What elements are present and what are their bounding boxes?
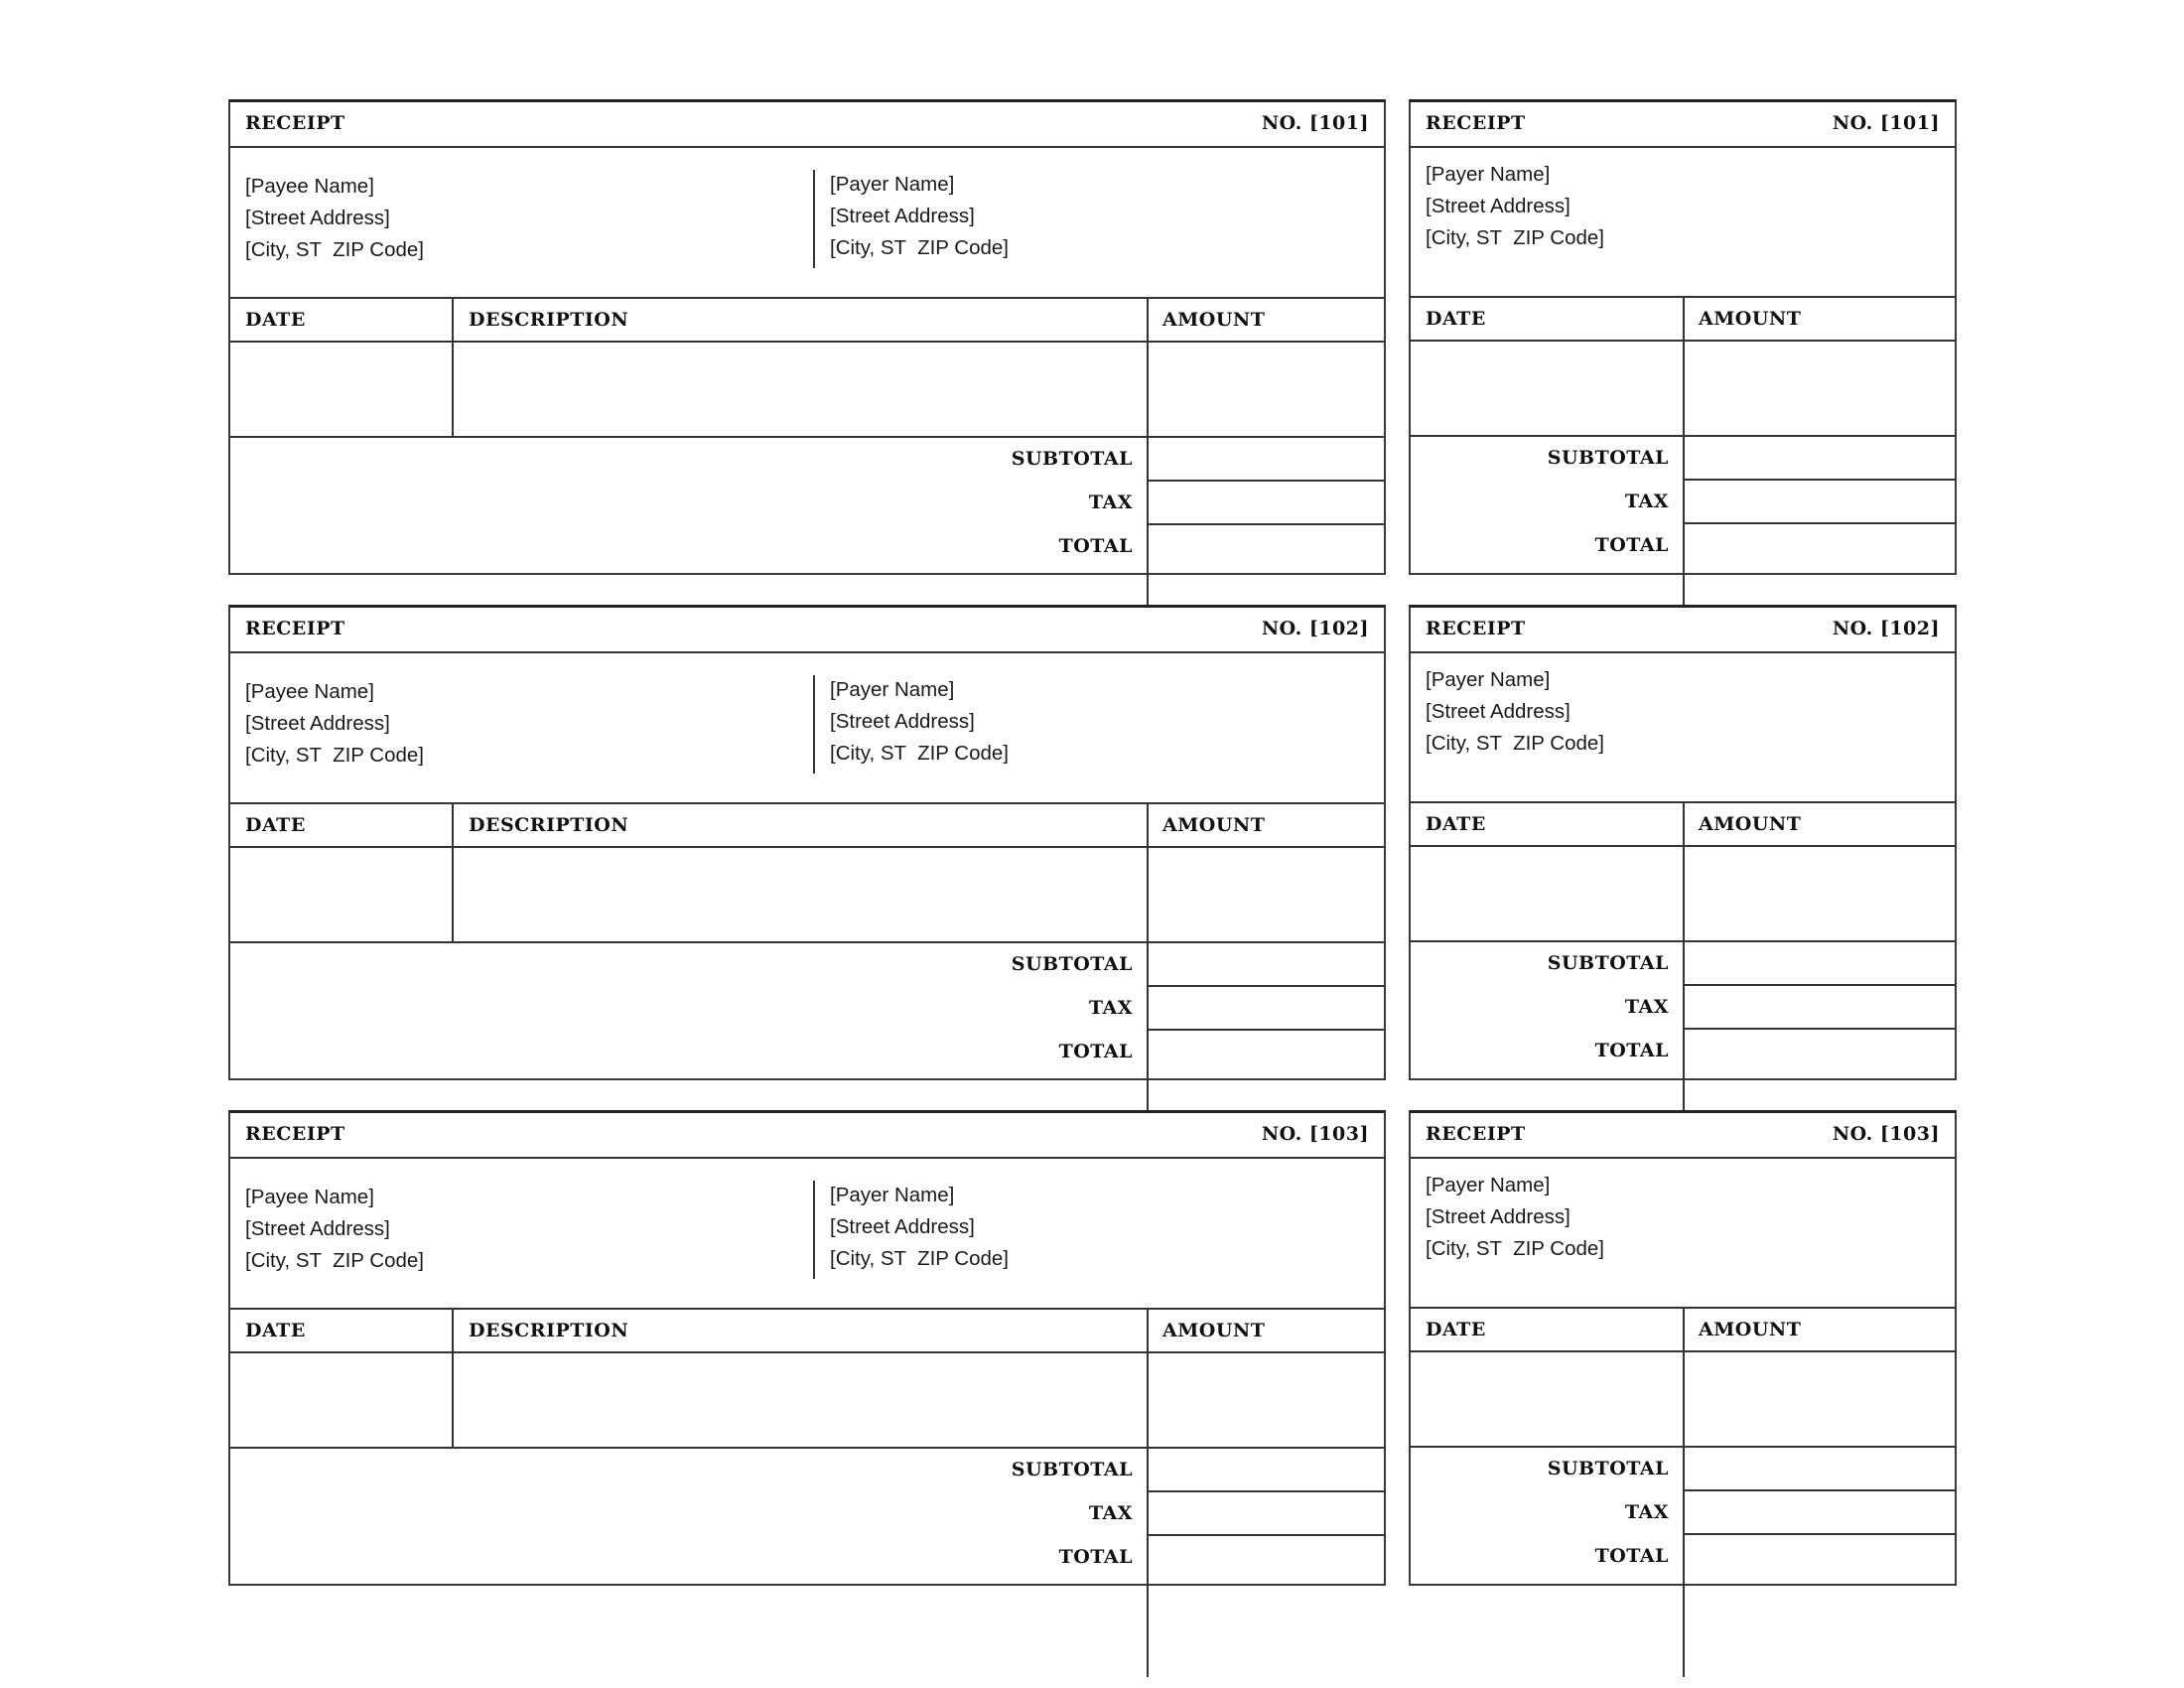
payee-city[interactable]: [City, ST ZIP Code] xyxy=(245,1249,425,1272)
description-cell[interactable] xyxy=(454,343,1147,436)
receipt-number: NO. [101] xyxy=(1261,112,1369,134)
receipt-main xyxy=(228,1110,1386,1586)
receipt-header xyxy=(1411,1113,1955,1159)
subtotal-field[interactable] xyxy=(1685,437,1955,479)
receipt-title: RECEIPT xyxy=(245,1123,345,1145)
subtotal-field[interactable] xyxy=(1685,942,1955,984)
address-divider xyxy=(813,675,815,774)
receipt-title: RECEIPT xyxy=(1426,1123,1526,1145)
subtotal-field[interactable] xyxy=(1149,1449,1384,1490)
receipt-main xyxy=(228,605,1386,1080)
total-label: TOTAL xyxy=(1058,535,1133,557)
receipt-title: RECEIPT xyxy=(245,618,345,639)
payer-city[interactable]: [City, ST ZIP Code] xyxy=(1426,226,1605,249)
payer-street[interactable]: [Street Address] xyxy=(830,205,975,227)
payee-address[interactable] xyxy=(245,171,424,266)
total-label: TOTAL xyxy=(1594,1545,1669,1567)
column-header-description: DESCRIPTION xyxy=(469,1320,629,1341)
tax-field[interactable] xyxy=(1149,482,1384,523)
column-header-amount: AMOUNT xyxy=(1699,1319,1802,1340)
column-header-date: DATE xyxy=(245,814,306,836)
payer-name[interactable]: [Payer Name] xyxy=(1426,163,1551,186)
date-cell[interactable] xyxy=(230,343,452,436)
payee-address[interactable] xyxy=(245,676,424,772)
payer-street[interactable]: [Street Address] xyxy=(1426,1205,1570,1228)
payee-street[interactable]: [Street Address] xyxy=(245,1217,390,1240)
column-header-date: DATE xyxy=(245,1320,306,1341)
payer-address[interactable] xyxy=(1426,1170,1604,1265)
tax-field[interactable] xyxy=(1149,1492,1384,1534)
tax-field[interactable] xyxy=(1685,1491,1955,1533)
subtotal-label: SUBTOTAL xyxy=(1011,953,1133,975)
total-label: TOTAL xyxy=(1058,1041,1133,1062)
payer-city[interactable]: [City, ST ZIP Code] xyxy=(830,1247,1010,1270)
payer-street[interactable]: [Street Address] xyxy=(1426,195,1570,217)
payer-name[interactable]: [Payer Name] xyxy=(830,173,955,196)
amount-cell[interactable] xyxy=(1149,1353,1384,1447)
total-label: TOTAL xyxy=(1058,1546,1133,1568)
tax-label: TAX xyxy=(1088,1502,1133,1524)
date-cell[interactable] xyxy=(1411,342,1683,435)
total-field[interactable] xyxy=(1685,1535,1955,1577)
receipt-number: NO. [103] xyxy=(1261,1123,1369,1145)
total-field[interactable] xyxy=(1685,1030,1955,1071)
payer-street[interactable]: [Street Address] xyxy=(1426,700,1570,723)
column-header-date: DATE xyxy=(1426,1319,1486,1340)
date-cell[interactable] xyxy=(230,1353,452,1447)
date-cell[interactable] xyxy=(1411,1352,1683,1446)
total-label: TOTAL xyxy=(1594,1040,1669,1061)
receipt-stub xyxy=(1409,605,1957,1080)
date-cell[interactable] xyxy=(230,848,452,941)
total-field[interactable] xyxy=(1149,525,1384,567)
payee-street[interactable]: [Street Address] xyxy=(245,712,390,735)
amount-cell[interactable] xyxy=(1685,847,1955,940)
payer-name[interactable]: [Payer Name] xyxy=(830,1184,955,1206)
receipt-header xyxy=(1411,102,1955,148)
payee-name[interactable]: [Payee Name] xyxy=(245,1186,374,1208)
subtotal-label: SUBTOTAL xyxy=(1547,952,1669,974)
column-header-date: DATE xyxy=(1426,308,1486,330)
total-field[interactable] xyxy=(1685,524,1955,566)
subtotal-field[interactable] xyxy=(1149,943,1384,985)
subtotal-label: SUBTOTAL xyxy=(1011,1459,1133,1480)
date-cell[interactable] xyxy=(1411,847,1683,940)
receipt-number: NO. [103] xyxy=(1832,1123,1940,1145)
table-top-line xyxy=(230,1308,1384,1310)
payee-city[interactable]: [City, ST ZIP Code] xyxy=(245,744,425,767)
payee-street[interactable]: [Street Address] xyxy=(245,207,390,229)
payer-street[interactable]: [Street Address] xyxy=(830,1215,975,1238)
payer-name[interactable]: [Payer Name] xyxy=(1426,668,1551,691)
tax-label: TAX xyxy=(1624,996,1669,1018)
receipt-title: RECEIPT xyxy=(1426,618,1526,639)
payer-city[interactable]: [City, ST ZIP Code] xyxy=(1426,732,1605,755)
tax-field[interactable] xyxy=(1685,481,1955,522)
amount-cell[interactable] xyxy=(1149,848,1384,941)
amount-cell[interactable] xyxy=(1685,1352,1955,1446)
receipt-header xyxy=(230,608,1384,653)
subtotal-field[interactable] xyxy=(1149,438,1384,480)
payer-address[interactable] xyxy=(830,1180,1009,1275)
address-divider xyxy=(813,1181,815,1279)
receipt-title: RECEIPT xyxy=(1426,112,1526,134)
column-header-amount: AMOUNT xyxy=(1162,1320,1266,1341)
column-header-amount: AMOUNT xyxy=(1699,813,1802,835)
column-header-description: DESCRIPTION xyxy=(469,814,629,836)
payer-city[interactable]: [City, ST ZIP Code] xyxy=(1426,1237,1605,1260)
payer-name[interactable]: [Payer Name] xyxy=(1426,1174,1551,1196)
tax-label: TAX xyxy=(1624,1501,1669,1523)
total-field[interactable] xyxy=(1149,1031,1384,1072)
payer-street[interactable]: [Street Address] xyxy=(830,710,975,733)
address-divider xyxy=(813,170,815,268)
payer-name[interactable]: [Payer Name] xyxy=(830,678,955,701)
total-label: TOTAL xyxy=(1594,534,1669,556)
payer-city[interactable]: [City, ST ZIP Code] xyxy=(830,742,1010,765)
column-header-amount: AMOUNT xyxy=(1162,814,1266,836)
receipt-number: NO. [102] xyxy=(1832,618,1940,639)
amount-cell[interactable] xyxy=(1685,342,1955,435)
receipt-main xyxy=(228,99,1386,575)
description-cell[interactable] xyxy=(454,1353,1147,1447)
receipt-stub xyxy=(1409,99,1957,575)
payer-address[interactable] xyxy=(830,169,1009,264)
payee-address[interactable] xyxy=(245,1182,424,1277)
receipt-header xyxy=(230,1113,1384,1159)
tax-label: TAX xyxy=(1088,997,1133,1019)
subtotal-field[interactable] xyxy=(1685,1448,1955,1489)
tax-label: TAX xyxy=(1088,492,1133,513)
column-header-amount: AMOUNT xyxy=(1162,309,1266,331)
payer-city[interactable]: [City, ST ZIP Code] xyxy=(830,236,1010,259)
subtotal-label: SUBTOTAL xyxy=(1547,447,1669,469)
receipt-title: RECEIPT xyxy=(245,112,345,134)
payee-city[interactable]: [City, ST ZIP Code] xyxy=(245,238,425,261)
column-header-date: DATE xyxy=(245,309,306,331)
payer-address[interactable] xyxy=(1426,159,1604,254)
receipt-number: NO. [101] xyxy=(1832,112,1940,134)
receipt-number: NO. [102] xyxy=(1261,618,1369,639)
column-header-description: DESCRIPTION xyxy=(469,309,629,331)
receipt-header xyxy=(1411,608,1955,653)
total-field[interactable] xyxy=(1149,1536,1384,1578)
column-header-amount: AMOUNT xyxy=(1699,308,1802,330)
table-top-line xyxy=(230,297,1384,299)
payer-address[interactable] xyxy=(1426,664,1604,760)
payer-address[interactable] xyxy=(830,674,1009,770)
table-top-line xyxy=(230,802,1384,804)
tax-field[interactable] xyxy=(1149,987,1384,1029)
tax-label: TAX xyxy=(1624,491,1669,512)
payee-name[interactable]: [Payee Name] xyxy=(245,680,374,703)
tax-field[interactable] xyxy=(1685,986,1955,1028)
receipt-header xyxy=(230,102,1384,148)
amount-cell[interactable] xyxy=(1149,343,1384,436)
column-header-date: DATE xyxy=(1426,813,1486,835)
payee-name[interactable]: [Payee Name] xyxy=(245,175,374,198)
subtotal-label: SUBTOTAL xyxy=(1011,448,1133,470)
subtotal-label: SUBTOTAL xyxy=(1547,1458,1669,1479)
description-cell[interactable] xyxy=(454,848,1147,941)
receipt-stub xyxy=(1409,1110,1957,1586)
